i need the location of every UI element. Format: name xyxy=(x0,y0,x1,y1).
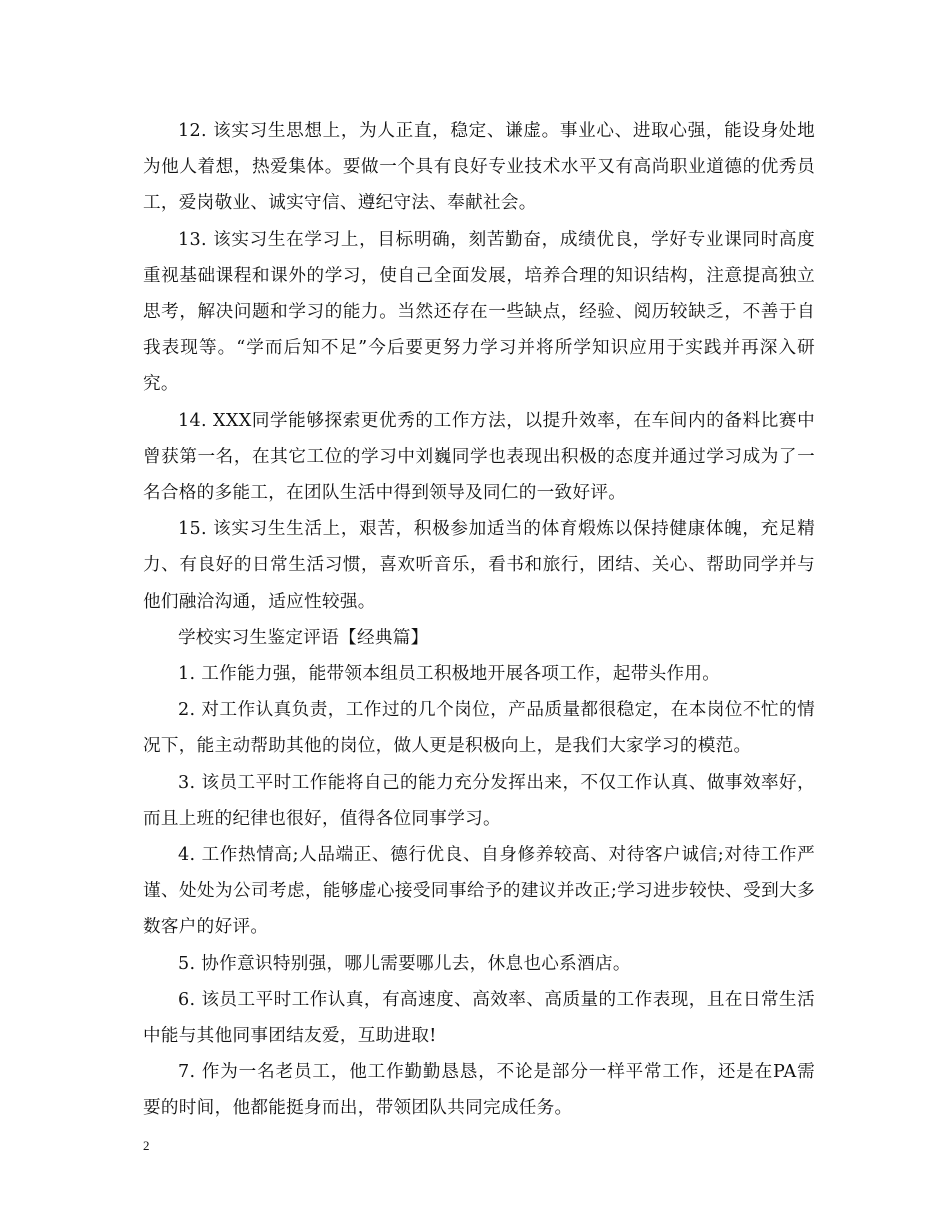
paragraph-1: 1. 工作能力强，能带领本组员工积极地开展各项工作，起带头作用。 xyxy=(178,664,721,685)
paragraph-12: 12. 该实习生思想上，为人正直，稳定、谦虚。事业心、进取心强，能设身处地为他人着想，热爱集体。要做一个具有良好专业技术水平又有高尚职业道德的优秀员工，爱岗敬业、诚实守信、遵纪守法、奉献社会。 xyxy=(143,121,815,214)
paragraph-4: 4. 工作热情高;人品端正、德行优良、自身修养较高、对待客户诚信;对待工作严谨、处处为公司考虑，能够虚心接受同事给予的建议并改正;学习进步较快、受到大多数客户的好评。 xyxy=(143,845,815,938)
paragraph-3: 3. 该员工平时工作能将自己的能力充分发挥出来，不仅工作认真、做事效率好，而且上班的纪律也很好，值得各位同事学习。 xyxy=(143,772,815,829)
paragraph-7: 7. 作为一名老员工，他工作勤勤恳恳，不论是部分一样平常工作，还是在PA需要的时间，他都能挺身而出，带领团队共同完成任务。 xyxy=(143,1062,815,1119)
paragraph-14: 14. XXX同学能够探索更优秀的工作方法，以提升效率，在车间内的备料比赛中曾获第一名，在其它工位的学习中刘巍同学也表现出积极的态度并通过学习成为了一名合格的多能工，在团队生活中得到领导及同仁的一致好评。 xyxy=(143,410,815,504)
paragraph-13: 13. 该实习生在学习上，目标明确，刻苦勤奋，成绩优良，学好专业课同时高度重视基础课程和课外的学习，使自己全面发展，培养合理的知识结构，注意提高独立思考，解决问题和学习的能力。当然还存在一些缺点，经验、阅历较缺乏，不善于自我表现等。“学而后知不足”今后要更努力学习并将所学知识应用于实践并再深入研究。 xyxy=(143,229,815,395)
document-body xyxy=(143,113,815,1127)
paragraph-5: 5. 协作意识特别强，哪儿需要哪儿去，休息也心系酒店。 xyxy=(178,953,631,974)
paragraph-2: 2. 对工作认真负责，工作过的几个岗位，产品质量都很稳定，在本岗位不忙的情况下，能主动帮助其他的岗位，做人更是积极向上，是我们大家学习的模范。 xyxy=(143,700,815,757)
section-heading: 学校实习生鉴定评语【经典篇】 xyxy=(178,627,429,648)
page-number: 2 xyxy=(143,1138,150,1153)
paragraph-15: 15. 该实习生生活上，艰苦，积极参加适当的体育煅炼以保持健康体魄，充足精力、有良好的日常生活习惯，喜欢听音乐，看书和旅行，团结、关心、帮助同学并与他们融洽沟通，适应性较强。 xyxy=(143,519,815,612)
paragraph-6: 6. 该员工平时工作认真，有高速度、高效率、高质量的工作表现，且在日常生活中能与其他同事团结友爱，互助进取! xyxy=(143,989,815,1047)
